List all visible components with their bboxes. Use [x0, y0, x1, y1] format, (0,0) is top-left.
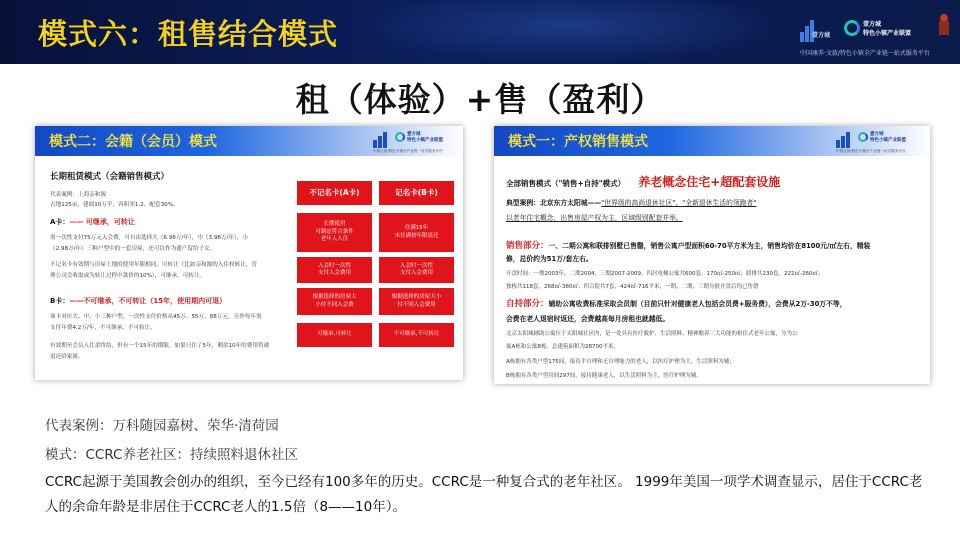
sales-detail-1: 开盘时间：一期2003年，二期2004，三期2007-2009，四居电梯公寓共600套，170㎡-250㎡；联排共230套，222㎡-260㎡；: [506, 271, 824, 277]
right-heading: 全部销售模式（"销售+自持"模式） 养老概念住宅+超配套设施: [506, 175, 781, 189]
table-cell: 可继承,可转让: [297, 323, 372, 347]
a-card-line-1: 需一次性支付75万元入会费，可自由选择大（6.98万/年），中（3.98万/年），小: [50, 235, 249, 241]
bottom-description: CCRC起源于美国教会创办的组织，至今已经有100多年的历史。CCRC是一种复合式的老年社区。 1999年美国一项学术调查显示，居住于CCRC老人的余命年龄是非居住于CCRC老人的1.5倍（8——10年）。: [45, 474, 923, 515]
header-bar: [0, 0, 960, 64]
a-card-line-2: （2.98万/年）三种户型中的一套房屋，还可以作为遗产留给子女。: [50, 246, 216, 252]
table-head-a-card: 不记名卡(A卡): [297, 181, 372, 205]
header-logos: [800, 14, 960, 60]
logo-right-line2: 特色小镇产业联盟: [863, 30, 912, 37]
b-card-line-3: 有效期至会员入住余终结，但有一个15年的期限，如果只住了5年，剩余10年的费用将被: [50, 343, 270, 349]
table-cell: 长期使用 可制定符合条件 老年人入住: [297, 213, 372, 252]
self-part-line-1: 自持部分：辅助公寓收费标准采取会员制（目前只针对健康老人包括会员费+服务费），会费从2万-30万不等，: [506, 299, 847, 309]
table-cell: 不可继承,不可转让: [379, 323, 454, 347]
table-cell: 入会时一次性 支付入会费用: [297, 257, 372, 283]
alliance-logo: [844, 18, 934, 44]
left-card: [35, 126, 463, 380]
self-part-line-2: 会费在老人退宿时返还，会费越高每月房租也就越低。: [506, 315, 670, 323]
b-card-title: B卡：——不可继承，不可转让（15年，使用期内可退）: [50, 297, 227, 305]
a-card-line-4: 理公司会收取或为转让过程中款价的10%），可继承，可转让。: [50, 273, 206, 279]
logo-right-line1: 壹方城: [863, 21, 882, 28]
table-head-b-card: 记名卡(B卡): [379, 181, 454, 205]
b-card-line-2: 支付年费4.2万/年，不可继承，不可转让。: [50, 325, 156, 331]
right-card-logo: 壹方城 特色小镇产业联盟 中国文旅/特色小镇全产业链一站式服务平台: [836, 132, 906, 153]
table-cell: 根据选择的房屋大小 付不同入会费用: [379, 288, 454, 315]
mini-circle-icon: [395, 132, 405, 142]
mini-building-icon: [836, 132, 854, 148]
typical-case-line-2: 以老年住宅概念，出售房屋产权为主，区域级别配套并举。: [506, 214, 683, 222]
table-cell: 入会时一次性 支付入会费用: [379, 257, 454, 283]
self-detail-2: 寓A栋和公寓B栋，总建筑面积为28700平米。: [506, 344, 620, 350]
header-tagline: 中国康养·文旅/特色小镇全产业链一站式服务平台: [800, 50, 930, 57]
page-title: 模式六：租售结合模式: [38, 17, 339, 51]
table-cell: 根据选择的房屋大 小付不同入会费: [297, 288, 372, 315]
self-detail-3: A栋拥有各类户型175间，接待半自理和无自理能力的老人，以医疗护理为主，生活照料为辅；: [506, 359, 735, 365]
right-card-title: 模式一：产权销售模式: [508, 134, 648, 150]
left-heading: 长期租赁模式（会籍销售模式）: [50, 172, 170, 182]
self-detail-1: 北京太阳城辅助公寓位于太阳城社区内，是一处具有医疗救护、生活照料、精神赡养三大功能的租住式老年公寓，分为公: [506, 331, 798, 337]
a-card-line-3: 不记名卡有效期与房屋土地的使用年限相同，可转让（比如亲和源的入住权转让，管: [50, 262, 257, 268]
sales-part-line-2: 修，总价约为51万/套左右。: [506, 255, 593, 263]
mini-circle-icon: [858, 132, 868, 142]
mini-building-icon: [373, 132, 391, 148]
table-cell: 住满15年 未住满按年限退还: [379, 213, 454, 252]
left-case-1: 代表案例：上海亲和源: [50, 192, 106, 198]
bottom-case: 代表案例：万科随园嘉树、荣华·清荷园: [45, 418, 279, 434]
bottom-mode: 模式：CCRC养老社区：持续照料退休社区: [45, 447, 298, 463]
left-card-logo: 壹方城 特色小镇产业联盟 中国文旅/特色小镇全产业链一站式服务平台: [373, 132, 443, 153]
alliance-circle-icon: [844, 20, 860, 36]
right-card: [494, 126, 930, 384]
sales-part-line-1: 销售部分：一、二期公寓和联排别墅已售罄，销售公寓户型面积60-70平方米为主，销售均价在8100元/㎡左右，精装: [506, 241, 871, 251]
self-detail-4: B栋拥有各类户型房间297间，接待健康老人，以生活照料为主，医疗护理为辅。: [506, 373, 702, 379]
b-card-line-4: 退还给家属。: [50, 354, 84, 360]
building-logo-icon: [800, 18, 840, 44]
logo-left-text: 壹方城: [812, 32, 831, 39]
a-card-title: A卡：—— 可继承，可转让: [50, 218, 135, 226]
figure-logo-icon: [937, 14, 951, 40]
subtitle: 租（体验）+售（盈利）: [295, 80, 665, 119]
typical-case-line: 典型案例：北京东方太阳城——"世界级的高尚退休社区"、"全新退休生活的领跑者": [506, 199, 757, 207]
b-card-line-1: 该卡对应大、中、小三种户型，一次性支付价格从45万、55万、88万元，另外每年需: [50, 314, 262, 320]
left-case-2: 占地125亩，建面10万平，容积率1.2，配套30%。: [50, 202, 179, 208]
sales-detail-2: 独栋共118套，268㎡-380㎡；四合院共7套，424㎡-716平米，一期、二期、三期分批开盘后均已售罄: [506, 284, 759, 290]
left-card-title: 模式二：会籍（会员）模式: [49, 134, 217, 150]
